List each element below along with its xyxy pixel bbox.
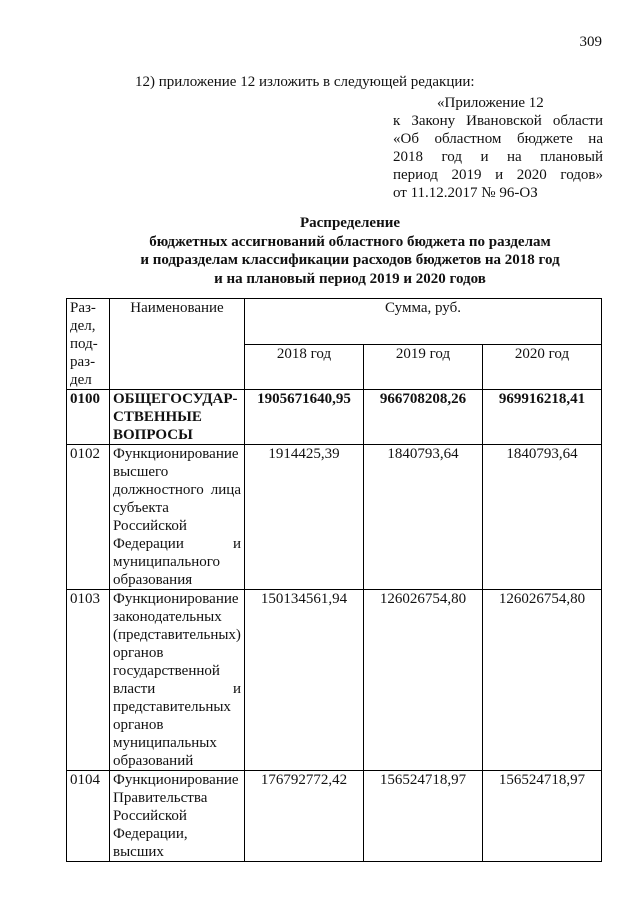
amendment-intro: 12) приложение 12 изложить в следующей редакции: (135, 74, 475, 90)
header-sum: Сумма, руб. (245, 299, 602, 345)
appendix-line: период 2019 и 2020 годов» (393, 167, 603, 183)
row-name-line: Правительства (113, 790, 208, 806)
row-name (110, 390, 245, 445)
row-name-line: СТВЕННЫЕ (113, 409, 202, 425)
row-value-2018-год: 1905671640,95 (245, 390, 364, 445)
row-name-line: Функционирование (113, 446, 239, 462)
row-value-2018-год: 176792772,42 (245, 771, 364, 862)
appendix-title: «Приложение 12 (437, 95, 544, 111)
row-name-line: Российской (113, 808, 187, 824)
row-name-line: ОБЩЕГОСУДАР- (113, 391, 238, 407)
heading-line: и на плановый период 2019 и 2020 годов (214, 270, 486, 287)
table-row (67, 390, 602, 445)
header-name: Наименование (110, 299, 245, 390)
page-number: 309 (579, 34, 602, 50)
table-row (67, 445, 602, 590)
appendix-line: 2018 год и на плановый (393, 149, 603, 165)
row-name (110, 590, 245, 771)
budget-table (66, 298, 602, 862)
row-name-line: образования (113, 572, 193, 588)
row-name (110, 771, 245, 862)
row-name-line: представительных (113, 699, 231, 715)
row-name-line: (представительных) (113, 627, 241, 643)
heading-line: бюджетных ассигнований областного бюджета по разделам (149, 233, 551, 250)
row-name-line: Федерации и (113, 536, 241, 552)
row-name-line: Российской (113, 518, 187, 534)
heading-line: и подразделам классификации расходов бюджетов на 2018 год (140, 252, 560, 268)
appendix-line: «Об областном бюджете на (393, 131, 603, 147)
row-name-line: муниципального (113, 554, 221, 570)
header-year: 2019 год (364, 344, 483, 390)
header-year: 2020 год (483, 344, 602, 390)
document-heading (80, 214, 620, 288)
row-name-line: муниципальных (113, 735, 217, 751)
row-name-line: должностного лица (113, 482, 241, 498)
row-name-line: органов (113, 717, 164, 733)
row-name-line: Функционирование (113, 591, 239, 607)
header-code: Раз- дел, под- раз- дел (67, 299, 110, 390)
appendix-line: к Закону Ивановской области (393, 113, 603, 129)
row-value-2019-год: 1840793,64 (364, 445, 483, 590)
row-value-2019-год: 126026754,80 (364, 590, 483, 771)
row-name-line: органов (113, 645, 164, 661)
row-name-line: Функционирование (113, 772, 239, 788)
row-value-2019-год: 156524718,97 (364, 771, 483, 862)
row-name-line: ВОПРОСЫ (113, 427, 193, 443)
row-value-2018-год: 1914425,39 (245, 445, 364, 590)
row-name-line: власти и (113, 681, 241, 697)
row-code: 0103 (67, 590, 110, 771)
header-year: 2018 год (245, 344, 364, 390)
row-code: 0104 (67, 771, 110, 862)
row-value-2018-год: 150134561,94 (245, 590, 364, 771)
row-value-2020-год: 1840793,64 (483, 445, 602, 590)
row-code: 0102 (67, 445, 110, 590)
row-name-line: законодательных (113, 609, 222, 625)
row-value-2020-год: 969916218,41 (483, 390, 602, 445)
table-row (67, 590, 602, 771)
row-name (110, 445, 245, 590)
row-name-line: Федерации, высших (113, 826, 188, 860)
table-row (67, 771, 602, 862)
row-name-line: высшего (113, 464, 169, 480)
appendix-date: от 11.12.2017 № 96-ОЗ (393, 185, 538, 201)
table-header-row (67, 299, 602, 345)
row-name-line: государственной (113, 663, 220, 679)
row-name-line: субъекта (113, 500, 169, 516)
row-value-2019-год: 966708208,26 (364, 390, 483, 445)
row-value-2020-год: 156524718,97 (483, 771, 602, 862)
heading-line: Распределение (299, 215, 401, 231)
row-value-2020-год: 126026754,80 (483, 590, 602, 771)
appendix-reference (393, 94, 603, 202)
row-name-line: образований (113, 753, 194, 769)
row-code: 0100 (67, 390, 110, 445)
